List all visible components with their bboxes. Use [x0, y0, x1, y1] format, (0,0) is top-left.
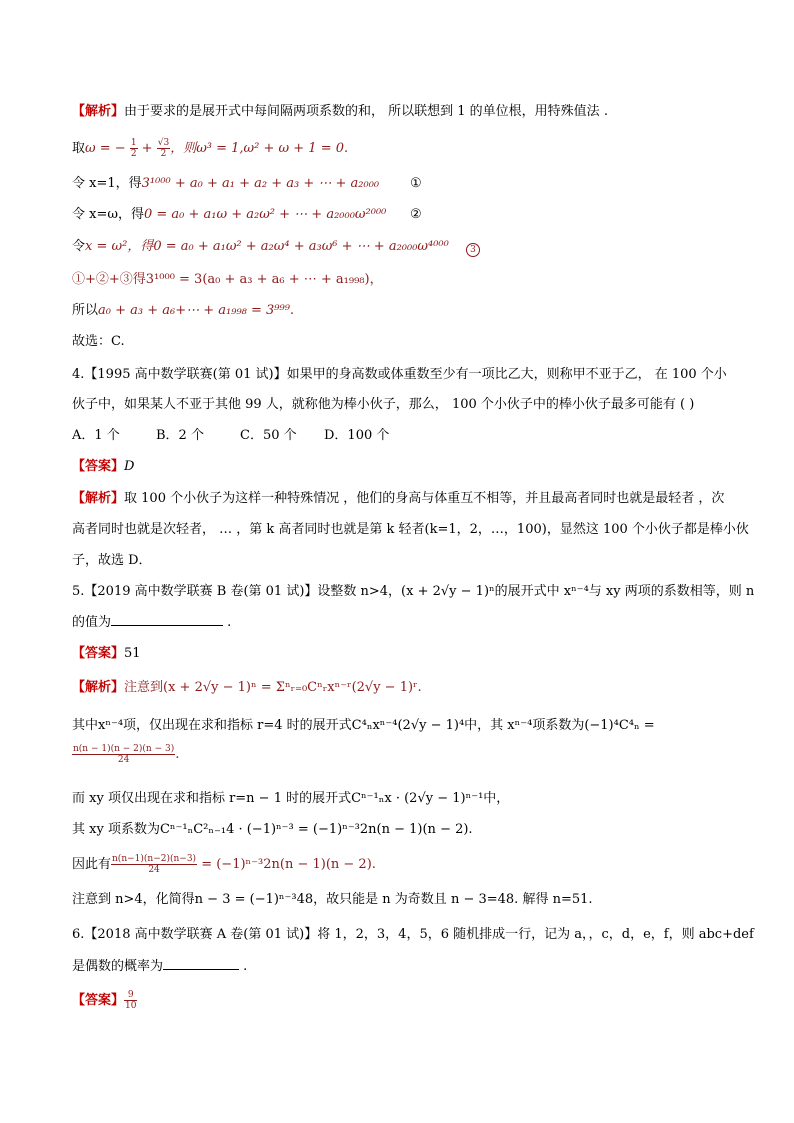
q5-analysis-3: $\frac{n(n - 1)(n - 2)(n - 3)}{24}$ .: [73, 744, 180, 765]
q5-analysis-7: 注意到 n>4，化简得n − 3 = (−1)ⁿ⁻³48，故只能是 n 为奇数且 n − 3=48. 解得 n=51.: [72, 892, 593, 907]
q4-option-d: D．100 个: [324, 428, 390, 443]
q6-line-1: 6.【2018 高中数学联赛 A 卷(第 01 试)】将 1，2，3，4，5，6 随机排成一行，记为 a，，c，d，e，f，则 abc+def: [72, 927, 754, 942]
equation-1-mark: ①: [410, 176, 422, 191]
equation-2: 令 x=ω，得0 = a₀ + a₁ω + a₂ω² + ⋯ + a₂₀₀₀ω²⁰⁰⁰: [72, 207, 387, 222]
q4-analysis-3: 子，故选 D．: [72, 553, 152, 568]
q5-analysis-1: 【解析】注意到(x + 2√y − 1)ⁿ = Σⁿᵣ₌₀Cⁿᵣxⁿ⁻ʳ(2√y − 1)ʳ.: [72, 680, 422, 695]
equation-3: 令x = ω²，得0 = a₀ + a₁ω² + a₂ω⁴ + a₃ω⁶ + ⋯ + a₂₀₀₀ω⁴⁰⁰⁰: [72, 239, 449, 254]
analysis-tag: 【解析】: [72, 104, 125, 119]
analysis-paragraph-1: [72, 103, 608, 121]
q4-option-a: A．1 个: [72, 428, 120, 443]
analysis-text: 由于要求的是展开式中每间隔两项系数的和， 所以联想到 1 的单位根，用特殊值法 .: [124, 104, 608, 119]
q5-line-1: 5.【2019 高中数学联赛 B 卷(第 01 试)】设整数 n>4，(x + 2√y − 1)ⁿ的展开式中 xⁿ⁻⁴与 xy 两项的系数相等，则 n: [72, 584, 755, 599]
equation-2-mark: ②: [410, 207, 422, 222]
q5-analysis-5: 其 xy 项系数为Cⁿ⁻¹ₙC²ₙ₋₁4 · (−1)ⁿ⁻³ = (−1)ⁿ⁻³2n(n − 1)(n − 2).: [72, 822, 473, 837]
q5-answer-blank[interactable]: [111, 613, 223, 626]
q4-options: [72, 427, 389, 445]
q5-analysis-6: 因此有 $\frac{n(n-1)(n-2)(n-3)}{24}$ = (−1)ⁿ⁻³2n(n − 1)(n − 2).: [72, 854, 376, 875]
q5-answer: 【答案】51: [72, 646, 141, 661]
q5-analysis-4: 而 xy 项仅出现在求和指标 r=n − 1 时的展开式Cⁿ⁻¹ₙx · (2√y − 1)ⁿ⁻¹中，: [72, 791, 510, 806]
omega-definition: 取ω = − $\frac{1}{2}$ + $\frac{√3}{2}$ ，则ω³ = 1,ω² + ω + 1 = 0.: [72, 138, 349, 159]
q5-line-2: 的值为 .: [72, 615, 232, 630]
equation-1: 令 x=1，得3¹⁰⁰⁰ + a₀ + a₁ + a₂ + a₃ + ⋯ + a₂₀₀₀: [72, 176, 380, 191]
equation-3-mark: 3: [466, 240, 480, 258]
q6-answer-blank[interactable]: [163, 957, 239, 970]
q6-line-2: 是偶数的概率为 .: [72, 959, 248, 974]
fraction-root3-half: $\frac{√3}{2}$: [157, 138, 170, 159]
q4-analysis-1: 【解析】取 100 个小伙子为这样一种特殊情况 ，他们的身高与体重互不相等，并且最高者同时也就是最轻者 ，次: [72, 491, 725, 506]
q4-option-b: B．2 个: [156, 428, 204, 443]
conclusion-line: 所以a₀ + a₃ + a₆+⋯ + a₁₉₉₈ = 3⁹⁹⁹.: [72, 303, 295, 318]
choose-c: 故选：C.: [72, 334, 125, 349]
fraction-one-half: $\frac{1}{2}$: [130, 138, 137, 159]
q6-answer: 【答案】 $\frac{9}{10}$: [72, 990, 137, 1011]
q4-analysis-2: 高者同时也就是次轻者， … ，第 k 高者同时也就是第 k 轻者(k=1，2，…，100)，显然这 100 个小伙子都是棒小伙: [72, 522, 749, 537]
q4-option-c: C．50 个: [240, 428, 297, 443]
q4-line-1: 4.【1995 高中数学联赛(第 01 试)】如果甲的身高数或体重数至少有一项比乙大，则称甲不亚于乙， 在 100 个小: [72, 367, 727, 382]
q4-answer: 【答案】D: [72, 459, 135, 474]
q4-line-2: 伙子中，如果某人不亚于其他 99 人，就称他为棒小伙子，那么， 100 个小伙子中的棒小伙子最多可能有 ( ): [72, 397, 695, 412]
sum-line: ①+②+③得3¹⁰⁰⁰ = 3(a₀ + a₃ + a₆ + ⋯ + a₁₉₉₈)，: [72, 272, 383, 287]
q5-analysis-2: 其中xⁿ⁻⁴项，仅出现在求和指标 r=4 时的展开式C⁴ₙxⁿ⁻⁴(2√y − 1)⁴中，其 xⁿ⁻⁴项系数为(−1)⁴C⁴ₙ =: [72, 718, 655, 733]
